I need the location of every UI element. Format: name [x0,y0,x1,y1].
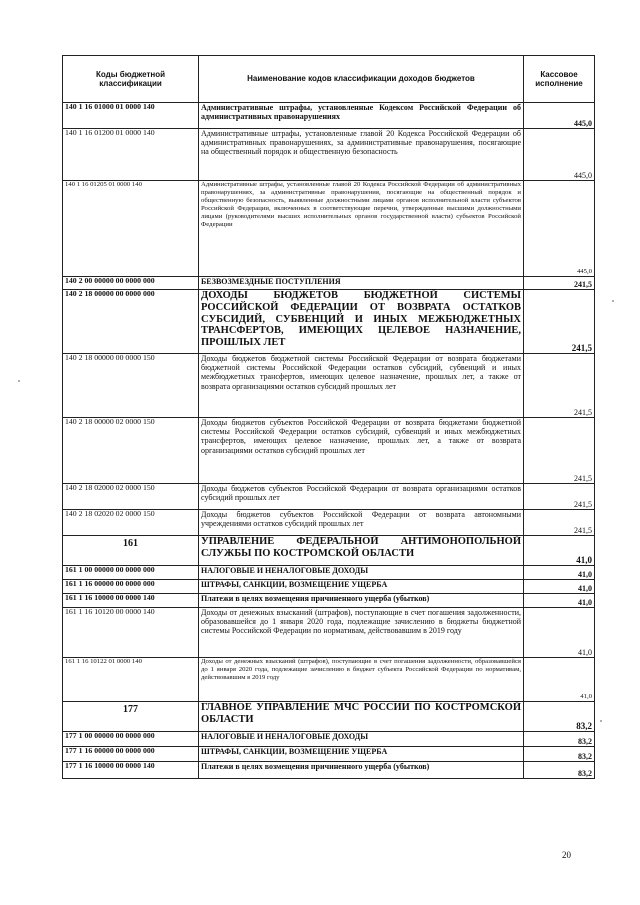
row-name: НАЛОГОВЫЕ И НЕНАЛОГОВЫЕ ДОХОДЫ [199,732,524,747]
row-name: Доходы бюджетов субъектов Российской Федерации от возврата автономными учреждениями остатков субсидий прошлых лет [199,510,524,536]
row-name: БЕЗВОЗМЕЗДНЫЕ ПОСТУПЛЕНИЯ [199,277,524,290]
table-row [63,747,595,762]
row-code: 140 2 18 02000 02 0000 150 [63,484,199,510]
header-name: Наименование кодов классификации доходов бюджетов [199,56,524,103]
row-name: НАЛОГОВЫЕ И НЕНАЛОГОВЫЕ ДОХОДЫ [199,566,524,580]
row-code: 161 1 16 10122 01 0000 140 [63,658,199,702]
row-amount: 41,0 [524,536,595,566]
table-row [63,510,595,536]
row-name: Доходы от денежных взысканий (штрафов), поступающие в счет погашения задолженности, образовавшейся до 1 января 2020 года, подлежащие зачислению в бюджеты бюджетной системы Российской Федерации по нормативам, действовавшим в 2019 году [199,608,524,658]
row-code: 140 2 00 00000 00 0000 000 [63,277,199,290]
row-name: ШТРАФЫ, САНКЦИИ, ВОЗМЕЩЕНИЕ УЩЕРБА [199,747,524,762]
table-row [63,103,595,129]
table-row [63,658,595,702]
row-code: 177 1 16 00000 00 0000 000 [63,747,199,762]
row-amount: 241,5 [524,354,595,418]
row-amount: 41,0 [524,594,595,608]
row-amount: 83,2 [524,747,595,762]
row-name: Платежи в целях возмещения причиненного ущерба (убытков) [199,594,524,608]
table-row [63,354,595,418]
row-code: 140 2 18 00000 00 0000 000 [63,290,199,354]
table-row [63,290,595,354]
table-row [63,608,595,658]
row-code: 140 1 16 01200 01 0000 140 [63,129,199,181]
row-name: ДОХОДЫ БЮДЖЕТОВ БЮДЖЕТНОЙ СИСТЕМЫ РОССИЙСКОЙ ФЕДЕРАЦИИ ОТ ВОЗВРАТА ОСТАТКОВ СУБСИДИЙ, СУБВЕНЦИЙ И ИНЫХ МЕЖБЮДЖЕТНЫХ ТРАНСФЕРТОВ, ИМЕЮЩИХ ЦЕЛЕВОЕ НАЗНАЧЕНИЕ, ПРОШЛЫХ ЛЕТ [199,290,524,354]
table-row [63,732,595,747]
row-code: 161 1 00 00000 00 0000 000 [63,566,199,580]
row-code: 177 [63,702,199,732]
scan-speck [600,720,602,722]
table-row [63,762,595,779]
row-code: 161 1 16 10120 00 0000 140 [63,608,199,658]
row-name: УПРАВЛЕНИЕ ФЕДЕРАЛЬНОЙ АНТИМОНОПОЛЬНОЙ СЛУЖБЫ ПО КОСТРОМСКОЙ ОБЛАСТИ [199,536,524,566]
row-name: Административные штрафы, установленные главой 20 Кодекса Российской Федерации об административных правонарушениях, за административные правонарушения, посягающие на общественный порядок и общественную безопасность [199,129,524,181]
row-amount: 445,0 [524,181,595,277]
table-row [63,129,595,181]
page-number: 20 [562,850,571,860]
table-row [63,277,595,290]
row-amount: 241,5 [524,484,595,510]
row-name: ШТРАФЫ, САНКЦИИ, ВОЗМЕЩЕНИЕ УЩЕРБА [199,580,524,594]
row-amount: 41,0 [524,580,595,594]
row-amount: 241,5 [524,418,595,484]
row-code: 177 1 00 00000 00 0000 000 [63,732,199,747]
row-name: Административные штрафы, установленные Кодексом Российской Федерации об административных правонарушениях [199,103,524,129]
row-code: 140 2 18 00000 02 0000 150 [63,418,199,484]
row-code: 140 1 16 01000 01 0000 140 [63,103,199,129]
row-code: 161 1 16 10000 00 0000 140 [63,594,199,608]
row-name: Административные штрафы, установленные главой 20 Кодекса Российской Федерации об административных правонарушениях, за административные правонарушения, посягающие на общественный порядок и общественную безопасность, выявленные должностными лицами органов исполнительной власти субъектов Российской Федерации, включенных в соответствующие перечни, утвержденные высшими должностными лицами (руководителями высших исполнительных органов государственной власти) субъектов Российской Федерации [199,181,524,277]
row-name: ГЛАВНОЕ УПРАВЛЕНИЕ МЧС РОССИИ ПО КОСТРОМСКОЙ ОБЛАСТИ [199,702,524,732]
table-row [63,181,595,277]
row-name: Платежи в целях возмещения причиненного ущерба (убытков) [199,762,524,779]
table-row [63,418,595,484]
row-amount: 241,5 [524,290,595,354]
row-code: 140 1 16 01205 01 0000 140 [63,181,199,277]
header-amount: Кассовое исполнение [524,56,595,103]
table-row [63,484,595,510]
row-amount: 83,2 [524,702,595,732]
header-code: Коды бюджетной классификации [63,56,199,103]
revenue-classification-table [62,55,595,779]
scan-speck [612,300,614,302]
row-code: 140 2 18 02020 02 0000 150 [63,510,199,536]
row-amount: 241,5 [524,277,595,290]
row-amount: 83,2 [524,732,595,747]
row-name: Доходы от денежных взысканий (штрафов), поступающие в счет погашения задолженности, образовавшейся до 1 января 2020 года, подлежащие зачислению в бюджет субъекта Российской Федерации по нормативам, действовавшим в 2019 году [199,658,524,702]
row-name: Доходы бюджетов субъектов Российской Федерации от возврата организациями остатков субсидий прошлых лет [199,484,524,510]
row-code: 161 1 16 00000 00 0000 000 [63,580,199,594]
row-name: Доходы бюджетов бюджетной системы Российской Федерации от возврата бюджетами бюджетной системы Российской Федерации остатков субсидий, субвенций и иных межбюджетных трансфертов, имеющих целевое назначение, прошлых лет, а также от возврата организациями остатков субсидий прошлых лет [199,354,524,418]
row-code: 161 [63,536,199,566]
row-amount: 445,0 [524,129,595,181]
row-code: 140 2 18 00000 00 0000 150 [63,354,199,418]
row-amount: 41,0 [524,658,595,702]
row-amount: 445,0 [524,103,595,129]
row-amount: 83,2 [524,762,595,779]
table-row [63,702,595,732]
table-header-row [63,56,595,103]
row-amount: 41,0 [524,608,595,658]
scan-speck [18,380,20,382]
row-amount: 241,5 [524,510,595,536]
row-amount: 41,0 [524,566,595,580]
table-row [63,580,595,594]
row-code: 177 1 16 10000 00 0000 140 [63,762,199,779]
table-row [63,566,595,580]
table-row [63,536,595,566]
row-name: Доходы бюджетов субъектов Российской Федерации от возврата бюджетами бюджетной системы Российской Федерации остатков субсидий, субвенций и иных межбюджетных трансфертов, имеющих целевое назначение, прошлых лет, а также от возврата организациями остатков субсидий прошлых лет [199,418,524,484]
table-row [63,594,595,608]
